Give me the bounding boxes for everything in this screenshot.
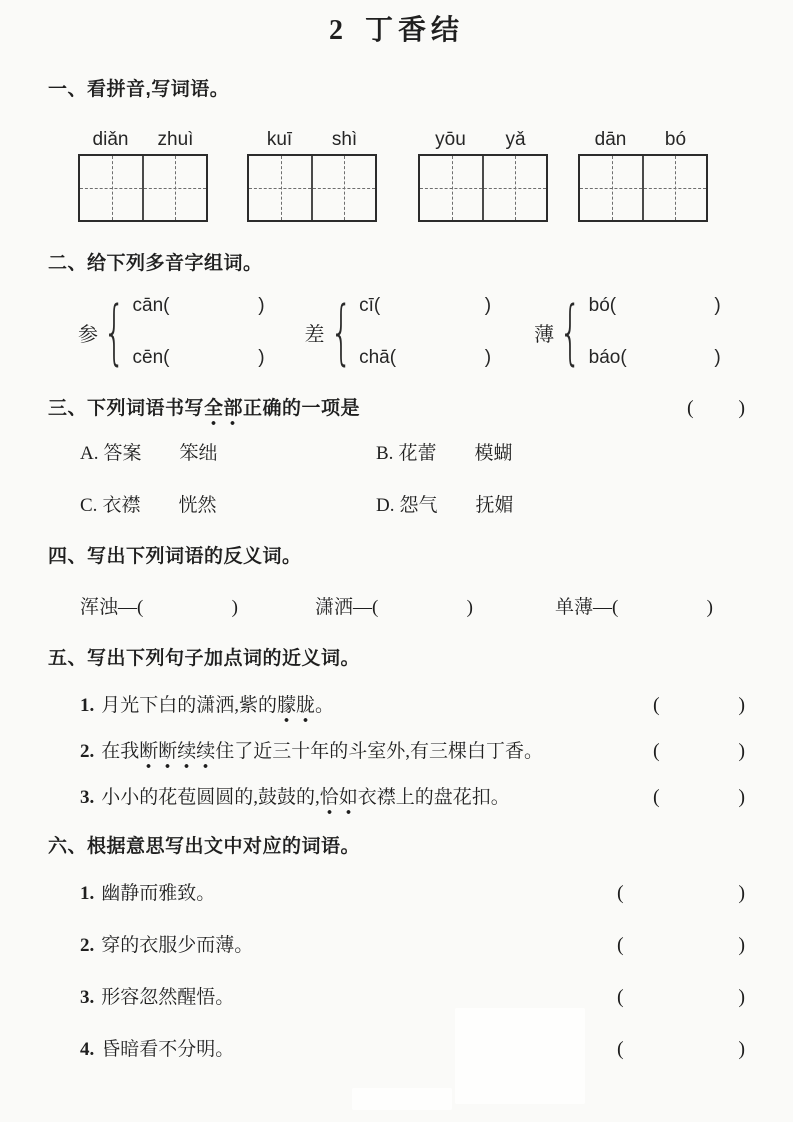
pinyin-box-group xyxy=(418,128,548,222)
open-paren: ( xyxy=(687,397,694,419)
antonym-blank xyxy=(315,595,473,621)
pinyin-blank-open: cī( xyxy=(359,295,381,316)
option-word: 抚媚 xyxy=(475,495,514,516)
close-paren: ) xyxy=(738,882,745,904)
open-paren: ( xyxy=(617,934,624,956)
open-paren: ( xyxy=(653,740,660,762)
definition-text xyxy=(80,1037,234,1063)
scan-artifact xyxy=(352,1088,452,1110)
sentence-text: 穿的衣服少而薄。 xyxy=(101,935,254,956)
item-number: 1. xyxy=(80,883,95,904)
polyphone-group xyxy=(534,291,721,373)
option-word: 怨气 xyxy=(399,495,438,516)
sentence-text: 住了近三十年的斗室外,有三棵白丁香。 xyxy=(215,741,544,762)
close-paren: ) xyxy=(738,986,745,1008)
blank-close-paren: ) xyxy=(258,295,265,316)
definition-item xyxy=(80,985,745,1011)
open-paren: ( xyxy=(653,786,660,808)
answer-parentheses xyxy=(617,1037,745,1061)
close-paren: ) xyxy=(738,786,745,808)
pinyin-box-group xyxy=(247,128,377,222)
pinyin-box-group xyxy=(578,128,708,222)
antonym-word-open: 潇洒—( xyxy=(315,597,379,618)
pinyin-blank-open: cān( xyxy=(132,295,170,316)
close-paren: ) xyxy=(738,740,745,762)
pinyin-label: yōu xyxy=(435,129,466,150)
option-letter: C. xyxy=(80,495,98,516)
antonym-row xyxy=(80,595,793,621)
blank-close-paren: ) xyxy=(484,347,492,368)
emphasized-word: 朦胧 xyxy=(277,695,315,723)
emphasized-word: 恰如 xyxy=(320,787,358,815)
antonym-word-open: 浑浊—( xyxy=(80,597,144,618)
pinyin-label: yǎ xyxy=(505,129,526,150)
option-word: 模蝴 xyxy=(474,443,513,464)
definition-item xyxy=(80,881,745,907)
blank-close-paren: ) xyxy=(258,347,265,368)
section-1-heading: 一、看拼音,写词语。 xyxy=(48,79,230,100)
sentence-text: 月光下白的潇洒,紫的 xyxy=(101,695,278,716)
option-a xyxy=(80,441,376,467)
pinyin-label: kuī xyxy=(266,129,293,150)
option-word: 衣襟 xyxy=(102,495,141,516)
section-3-heading xyxy=(48,397,360,421)
pinyin-label: diǎn xyxy=(92,129,129,150)
option-letter: A. xyxy=(80,443,99,464)
emphasized-word: 全部 xyxy=(204,398,243,426)
blank-close-paren: ) xyxy=(484,295,492,316)
pinyin-label: shì xyxy=(331,129,358,150)
pinyin-blank-open: cēn( xyxy=(132,347,170,368)
pinyin-label: dān xyxy=(594,129,627,150)
definition-text xyxy=(80,881,215,907)
section-3-heading-row xyxy=(48,396,745,421)
writing-grid-box xyxy=(418,154,548,222)
definition-item xyxy=(80,933,745,959)
answer-parentheses xyxy=(617,985,745,1009)
page-title xyxy=(0,0,793,48)
pinyin-label: zhuì xyxy=(157,129,194,150)
polyphone-group xyxy=(304,291,492,373)
question-sentence xyxy=(80,693,334,719)
blank-close-paren: ) xyxy=(706,597,713,618)
choice-options xyxy=(80,441,745,519)
brace-glyph: { xyxy=(103,291,126,373)
writing-grid-box xyxy=(78,154,208,222)
option-word: 笨绌 xyxy=(179,443,218,464)
scan-artifact xyxy=(455,1008,585,1104)
polyphone-group xyxy=(78,291,265,373)
item-number: 2. xyxy=(80,935,95,956)
lesson-title: 丁香结 xyxy=(364,14,464,45)
sentence-text: 在我 xyxy=(101,741,140,762)
heading-text: 正确的一项是 xyxy=(243,398,361,419)
pinyin-box-group xyxy=(78,128,208,222)
emphasized-word: 断断续续 xyxy=(139,741,215,769)
answer-parentheses xyxy=(653,785,745,809)
question-sentence xyxy=(80,785,510,811)
sentence-text: 形容忽然醒悟。 xyxy=(101,987,235,1008)
pinyin-boxes-row xyxy=(78,128,793,222)
option-b xyxy=(376,441,745,467)
polyphone-character: 参 xyxy=(78,323,98,346)
brace-glyph: { xyxy=(329,291,352,373)
sentence-text: 衣襟上的盘花扣。 xyxy=(357,787,510,808)
sentence-text: 小小的花苞圆圆的,鼓鼓的, xyxy=(101,787,320,808)
item-number: 3. xyxy=(80,987,95,1008)
polyphone-row xyxy=(78,291,793,373)
definition-item xyxy=(80,1037,745,1063)
heading-text: 三、下列词语书写 xyxy=(48,398,205,419)
option-word: 恍然 xyxy=(178,495,217,516)
close-paren: ) xyxy=(738,1038,745,1060)
pinyin-label: bó xyxy=(664,129,687,150)
writing-grid-box xyxy=(578,154,708,222)
sentence-text: 幽静而雅致。 xyxy=(101,883,216,904)
question-item xyxy=(80,739,745,765)
section-5-heading: 五、写出下列句子加点词的近义词。 xyxy=(48,648,361,669)
answer-parentheses xyxy=(653,693,745,717)
open-paren: ( xyxy=(617,1038,624,1060)
pinyin-blank-open: báo( xyxy=(588,347,627,368)
close-paren: ) xyxy=(738,934,745,956)
blank-close-paren: ) xyxy=(231,597,238,618)
sentence-text: 昏暗看不分明。 xyxy=(101,1039,235,1060)
antonym-blank xyxy=(80,595,238,621)
answer-parentheses xyxy=(617,933,745,957)
section-6-heading: 六、根据意思写出文中对应的词语。 xyxy=(48,836,361,857)
item-number: 2. xyxy=(80,741,95,762)
answer-parentheses xyxy=(687,396,745,420)
question-sentence xyxy=(80,739,543,765)
option-c xyxy=(80,493,376,519)
open-paren: ( xyxy=(617,882,624,904)
pinyin-blank-open: chā( xyxy=(359,347,397,368)
section-4-heading: 四、写出下列词语的反义词。 xyxy=(48,546,302,567)
pinyin-blank-open: bó( xyxy=(588,295,617,316)
blank-close-paren: ) xyxy=(714,295,721,316)
option-word: 答案 xyxy=(103,443,142,464)
answer-parentheses xyxy=(653,739,745,763)
lesson-number: 2 xyxy=(328,15,343,46)
option-d xyxy=(376,493,745,519)
writing-grid-box xyxy=(247,154,377,222)
brace-glyph: { xyxy=(559,291,582,373)
item-number: 4. xyxy=(80,1039,95,1060)
section-2-heading: 二、给下列多音字组词。 xyxy=(48,253,263,274)
close-paren: ) xyxy=(738,397,745,419)
answer-parentheses xyxy=(617,881,745,905)
option-letter: B. xyxy=(376,443,394,464)
antonym-blank xyxy=(555,595,713,621)
polyphone-character: 差 xyxy=(304,323,325,346)
question-item xyxy=(80,693,745,719)
sentence-text: 。 xyxy=(315,695,335,716)
item-number: 1. xyxy=(80,695,95,716)
definition-text xyxy=(80,933,253,959)
open-paren: ( xyxy=(653,694,660,716)
polyphone-character: 薄 xyxy=(534,323,555,346)
item-number: 3. xyxy=(80,787,95,808)
blank-close-paren: ) xyxy=(466,597,473,618)
blank-close-paren: ) xyxy=(714,347,721,368)
close-paren: ) xyxy=(738,694,745,716)
definition-text xyxy=(80,985,234,1011)
antonym-word-open: 单薄—( xyxy=(555,597,619,618)
option-letter: D. xyxy=(376,495,395,516)
question-item xyxy=(80,785,745,811)
open-paren: ( xyxy=(617,986,624,1008)
option-word: 花蕾 xyxy=(398,443,437,464)
